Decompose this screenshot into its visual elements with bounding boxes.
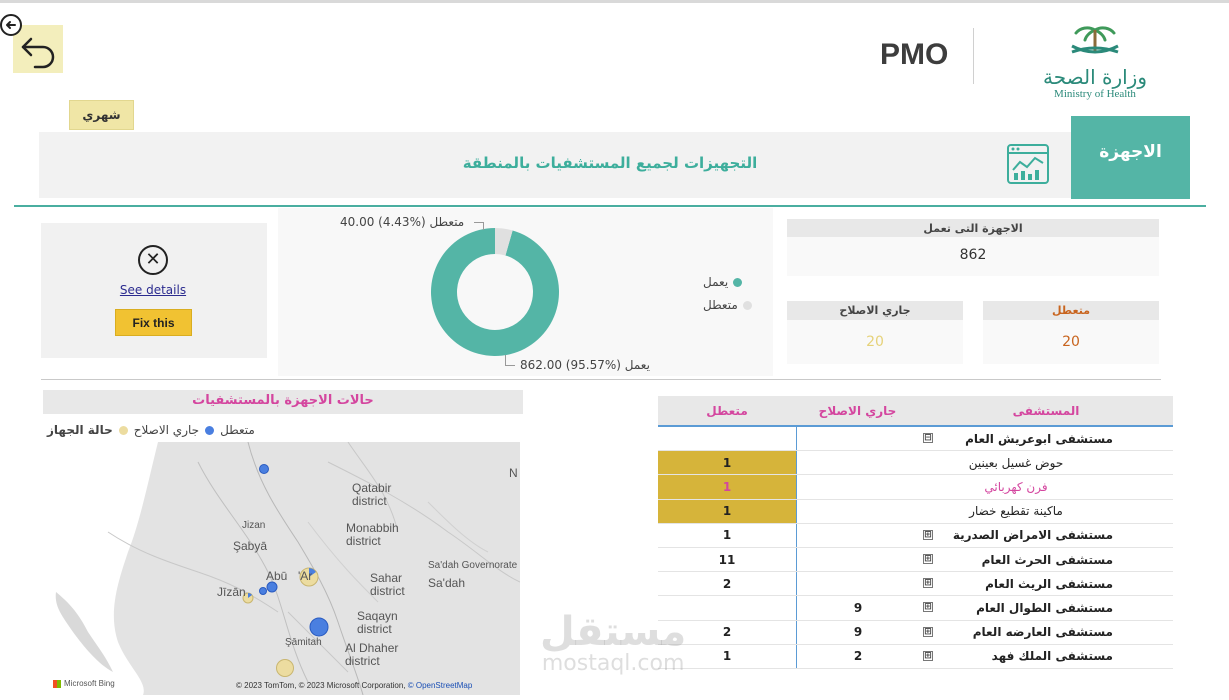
cell-repair: [796, 451, 919, 474]
kpi-repair-label: جاري الاصلاح: [787, 301, 963, 320]
table-row[interactable]: [658, 500, 1173, 524]
undo-arrow-icon: [13, 25, 63, 73]
page-title: التجهيزات لجميع المستشفيات بالمنطقة: [462, 154, 758, 172]
hospital-name: مستشفى الامراض الصدرية: [952, 528, 1113, 543]
kpi-repair-value: 20: [866, 334, 884, 350]
map-label: Sahar district: [370, 571, 405, 598]
map-legend: [47, 423, 255, 437]
logo-arabic-text: وزارة الصحة: [1043, 65, 1147, 89]
cell-hospital: [919, 596, 1173, 619]
cell-broken: 1: [658, 500, 796, 523]
expand-icon[interactable]: ⊞: [924, 553, 932, 564]
cell-hospital: [919, 451, 1173, 474]
kpi-broken-label: متعطل: [983, 301, 1159, 320]
microsoft-logo-icon: [53, 680, 61, 688]
cell-repair: 2: [796, 645, 919, 668]
table-row[interactable]: [658, 427, 1173, 451]
hospital-name: حوض غسيل بعينين: [968, 455, 1064, 470]
table-row[interactable]: [658, 596, 1173, 620]
cell-repair: [796, 475, 919, 498]
expand-icon[interactable]: ⊞: [924, 578, 932, 589]
section-divider: [14, 205, 1206, 207]
cell-repair: [796, 572, 919, 595]
cell-broken: 1: [658, 451, 796, 474]
cell-hospital: [919, 427, 1173, 450]
cell-hospital: [919, 475, 1173, 498]
map-title: حالات الاجهزة بالمستشفيات: [192, 393, 374, 408]
cell-hospital: [919, 621, 1173, 644]
hospital-name: ماكينة تقطيع خضار: [969, 504, 1063, 519]
header-divider: [973, 28, 974, 84]
logo-english-text: Ministry of Health: [1054, 88, 1136, 100]
window-frame: [0, 0, 1229, 3]
col-header-broken[interactable]: متعطل: [706, 403, 748, 418]
map-label: Saqayn district: [357, 609, 398, 636]
hospital-name: فرن كهربائي: [984, 479, 1048, 494]
expand-icon[interactable]: ⊞: [924, 626, 932, 637]
map-label: Jizan: [242, 520, 266, 531]
cell-broken: 2: [722, 576, 732, 591]
cell-hospital: [919, 572, 1173, 595]
map-point-broken[interactable]: [260, 588, 267, 595]
table-row[interactable]: [658, 548, 1173, 572]
legend-label: يعمل: [703, 275, 729, 289]
donut-chart: [430, 227, 560, 357]
table-row[interactable]: [658, 621, 1173, 645]
openstreetmap-link[interactable]: © OpenStreetMap: [407, 681, 473, 690]
cell-hospital: [919, 548, 1173, 571]
cell-hospital: [919, 500, 1173, 523]
ministry-logo: [1040, 24, 1150, 102]
map-point-repair[interactable]: [277, 660, 294, 677]
hospital-name: مستشفى الطوال العام: [976, 600, 1113, 615]
watermark: مستقل mostaql.com: [540, 609, 687, 676]
table-row[interactable]: [658, 451, 1173, 475]
expand-icon[interactable]: ⊞: [924, 529, 932, 540]
map-label: Sa'dah: [428, 576, 465, 590]
map-point-broken[interactable]: [267, 582, 277, 592]
legend-label: متعطل: [703, 298, 738, 312]
see-details-link[interactable]: See details: [119, 283, 187, 297]
table-row[interactable]: [658, 475, 1173, 499]
cell-broken: 1: [658, 475, 796, 498]
table-row[interactable]: [658, 572, 1173, 596]
working-leader-line: [505, 355, 515, 366]
brand-title: PMO: [880, 38, 949, 71]
map-label: 'Ar: [298, 569, 313, 583]
expand-icon[interactable]: ⊞: [924, 602, 932, 613]
fix-this-button[interactable]: Fix this: [115, 309, 192, 336]
hospital-matrix-table: [658, 396, 1173, 669]
legend-dot-repair: [119, 426, 128, 435]
broken-leader-line: [474, 222, 484, 230]
kpi-broken-value: 20: [1062, 334, 1080, 350]
palm-swords-icon: [1040, 24, 1150, 60]
dashboard-chart-icon: [1005, 142, 1051, 186]
map-label: Qatabir district: [352, 481, 392, 508]
map-label: N: [509, 466, 518, 480]
bing-attribution: Microsoft Bing: [53, 679, 115, 688]
cell-broken: [658, 427, 796, 450]
legend-item-broken[interactable]: [703, 298, 752, 312]
tab-devices[interactable]: الاجهزة: [1071, 116, 1190, 199]
table-header: [658, 396, 1173, 427]
cell-broken: 1: [722, 528, 732, 543]
map-legend-title: حالة الجهاز: [47, 423, 113, 437]
cell-hospital: [919, 524, 1173, 547]
legend-item-working[interactable]: [703, 275, 742, 289]
broken-data-label: 40.00 (4.43%) متعطل: [340, 215, 465, 229]
table-row[interactable]: [658, 645, 1173, 669]
map-label: Şabyā: [233, 539, 268, 553]
legend-dot-broken: [205, 426, 214, 435]
cell-broken: 11: [718, 552, 736, 567]
hospital-name: مستشفى الحرث العام: [981, 552, 1113, 567]
map-legend-broken: متعطل: [220, 423, 255, 437]
cell-repair: [796, 548, 919, 571]
kpi-working-value: 862: [959, 247, 987, 263]
working-data-label: 862.00 (95.57%) يعمل: [520, 358, 650, 372]
cell-broken: 2: [722, 625, 732, 640]
col-header-repair[interactable]: جاري الاصلاح: [818, 403, 897, 418]
cell-repair: 9: [796, 621, 919, 644]
cell-hospital: [919, 645, 1173, 668]
hospital-name: مستشفى الريث العام: [985, 576, 1113, 591]
col-header-hospital[interactable]: المستشفى: [1012, 403, 1080, 418]
error-x-icon: ✕: [138, 245, 168, 275]
cell-repair: [796, 500, 919, 523]
hospital-name: مستشفى الملك فهد: [991, 649, 1113, 664]
map-point-broken[interactable]: [260, 465, 269, 474]
map-legend-repair: جاري الاصلاح: [133, 423, 200, 437]
map-label: Monabbih district: [346, 521, 399, 548]
cell-repair: [796, 427, 919, 450]
kpi-working-label: الاجهزة التى تعمل: [787, 219, 1159, 237]
map-point-broken[interactable]: [310, 618, 328, 636]
map-credit: © 2023 TomTom, © 2023 Microsoft Corporation, © OpenStreetMap: [236, 681, 473, 690]
bing-map[interactable]: [48, 442, 520, 695]
horizontal-divider: [41, 379, 1161, 380]
map-label: Sa'dah Governorate: [428, 560, 518, 571]
cell-repair: 9: [796, 596, 919, 619]
hospital-name: مستشفى العارضه العام: [972, 625, 1113, 640]
back-button[interactable]: [13, 25, 63, 73]
expand-icon[interactable]: ⊞: [924, 650, 932, 661]
hospital-name: مستشفى ابوعريش العام: [965, 431, 1113, 446]
legend-dot: [733, 278, 742, 287]
table-row[interactable]: [658, 524, 1173, 548]
cell-repair: [796, 524, 919, 547]
back-arrow-icon[interactable]: [0, 14, 22, 36]
map-label: Al Dhaher district: [345, 641, 399, 668]
legend-dot: [743, 301, 752, 310]
collapse-icon[interactable]: ⊟: [924, 433, 932, 443]
map-label: Abū: [266, 569, 288, 583]
map-label: Şāmitah: [285, 637, 322, 648]
cell-broken: 1: [722, 649, 732, 664]
map-label: Jīzān: [217, 585, 246, 599]
monthly-filter-button[interactable]: شهري: [69, 100, 134, 130]
